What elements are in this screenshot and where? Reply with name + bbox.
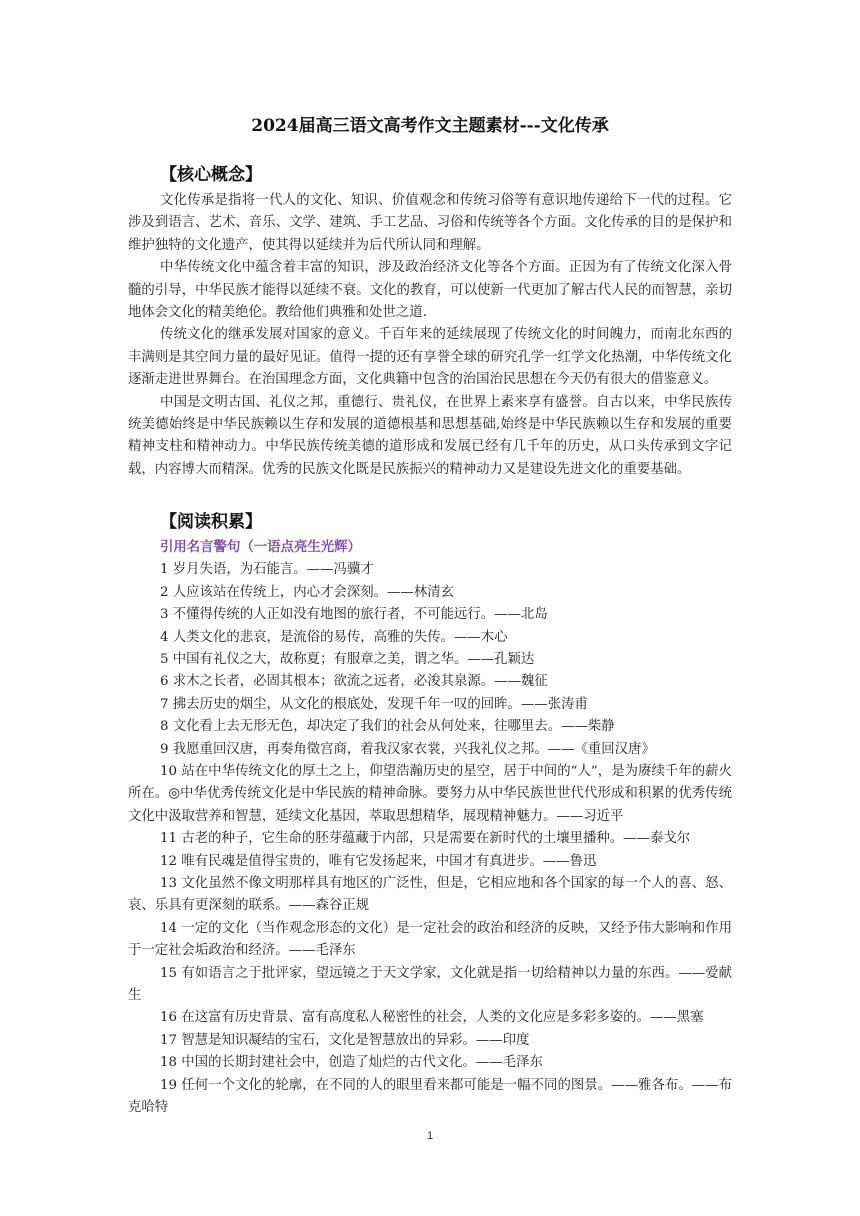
quote-item: 18 中国的长期封建社会中，创造了灿烂的古代文化。——毛泽东 <box>160 1055 543 1071</box>
page-number: 1 <box>426 1130 434 1142</box>
quote-item: 6 求木之长者，必固其根本；欲流之远者，必浚其泉源。——魏征 <box>160 674 548 690</box>
quote-item: 16 在这富有历史背景、富有高度私人秘密性的社会，人类的文化应是多彩多姿的。——黑塞 <box>160 1010 704 1026</box>
quote-item: 5 中国有礼仪之大，故称夏；有服章之美，谓之华。——孔颖达 <box>160 651 535 667</box>
quote-item: 10 站在中华传统文化的厚土之上，仰望浩瀚历史的星空，居于中间的“人”，是为赓续千年的薪火所在。◎中华优秀传统文化是中华民族的精神命脉。要努力从中华民族世世代代形成和积累的优秀传统文化中汲取营养和智慧，延续文化基因，萃取思想精华，展现精神魅力。——习近平 <box>128 763 732 824</box>
document-body <box>128 112 732 1119</box>
quote-item: 15 有如语言之于批评家，望远镜之于天文学家，文化就是指一切给精神以力量的东西。——爱献生 <box>128 965 732 1003</box>
section-heading-core-concept: 【核心概念】 <box>160 165 262 185</box>
section-heading-reading: 【阅读积累】 <box>160 512 262 533</box>
document-title: 2024届高三语文高考作文主题素材---文化传承 <box>251 116 609 136</box>
quote-item: 9 我愿重回汉唐，再奏角徵宫商，着我汉家衣裳，兴我礼仪之邦。——《重回汉唐》 <box>160 741 655 757</box>
paragraph: 传统文化的继承发展对国家的意义。千百年来的延续展现了传统文化的时间魄力，而南北东西的丰满则是其空间力量的最好见证。值得一提的还有享誉全球的研究孔学一红学文化热潮，中华传统文化逐渐走进世界舞台。在治国理念方面，文化典籍中包含的治国治民思想在今天仍有很大的借鉴意义。 <box>128 327 732 388</box>
quote-item: 8 文化看上去无形无色，却决定了我们的社会从何处来，往哪里去。——柴静 <box>160 719 615 735</box>
quote-item: 3 不懂得传统的人正如没有地图的旅行者，不可能远行。——北岛 <box>160 607 548 623</box>
quote-item: 7 拂去历史的烟尘，从文化的根底处，发现千年一叹的回眸。——张涛甫 <box>160 696 588 712</box>
quote-item: 12 唯有民魂是值得宝贵的，唯有它发扬起来，中国才有真进步。——鲁迅 <box>160 853 597 869</box>
paragraph: 中国是文明古国、礼仪之邦，重德行、贵礼仪，在世界上素来享有盛誉。自古以来，中华民族传统美德始终是中华民族赖以生存和发展的道德根基和思想基础,始终是中华民族赖以生存和发展的重要精神支柱和精神动力。中华民族传统美德的道形成和发展已经有几千年的历史，从口头传承到文字记载，内容博大而精深。优秀的民族文化既是民族振兴的精神动力又是建设先进文化的重要基础。 <box>128 394 732 477</box>
quote-item: 13 文化虽然不像文明那样具有地区的广泛性，但是，它相应地和各个国家的每一个人的喜、怒、哀、乐具有更深刻的联系。——森谷正规 <box>128 875 732 914</box>
paragraph: 文化传承是指将一代人的文化、知识、价值观念和传统习俗等有意识地传递给下一代的过程。它涉及到语言、艺术、音乐、文学、建筑、手工艺品、习俗和传统等各个方面。文化传承的目的是保护和维护独特的文化遗产，使其得以延续并为后代所认同和理解。 <box>128 193 732 253</box>
paragraph: 中华传统文化中蕴含着丰富的知识，涉及政治经济文化等各个方面。正因为有了传统文化深入骨髓的引导，中华民族才能得以延续不衰。文化的教育，可以使新一代更加了解古代人民的而智慧，亲切地体会文化的精美绝伦。教给他们典雅和处世之道. <box>128 260 732 321</box>
subheading-quotes: 引用名言警句（一语点亮生光辉） <box>160 540 361 556</box>
quote-item: 1 岁月失语，为石能言。——冯骥才 <box>160 562 374 578</box>
quote-item: 11 古老的种子，它生命的胚芽蕴藏于内部，只是需要在新时代的土壤里播种。——泰戈尔 <box>160 831 691 847</box>
quote-item: 2 人应该站在传统上，内心才会深刻。——林清玄 <box>160 584 454 600</box>
quote-item: 19 任何一个文化的轮廓，在不同的人的眼里看来都可能是一幅不同的图景。——雅各布。——布克哈特 <box>128 1077 732 1116</box>
quote-item: 4 人类文化的悲哀，是流俗的易传，高雅的失传。——木心 <box>160 629 508 645</box>
quote-item: 14 一定的文化（当作观念形态的文化）是一定社会的政治和经济的反映，又经予伟大影响和作用于一定社会垢政治和经济。——毛泽东 <box>128 920 732 959</box>
quote-item: 17 智慧是知识凝结的宝石，文化是智慧放出的异彩。——印度 <box>160 1032 530 1048</box>
